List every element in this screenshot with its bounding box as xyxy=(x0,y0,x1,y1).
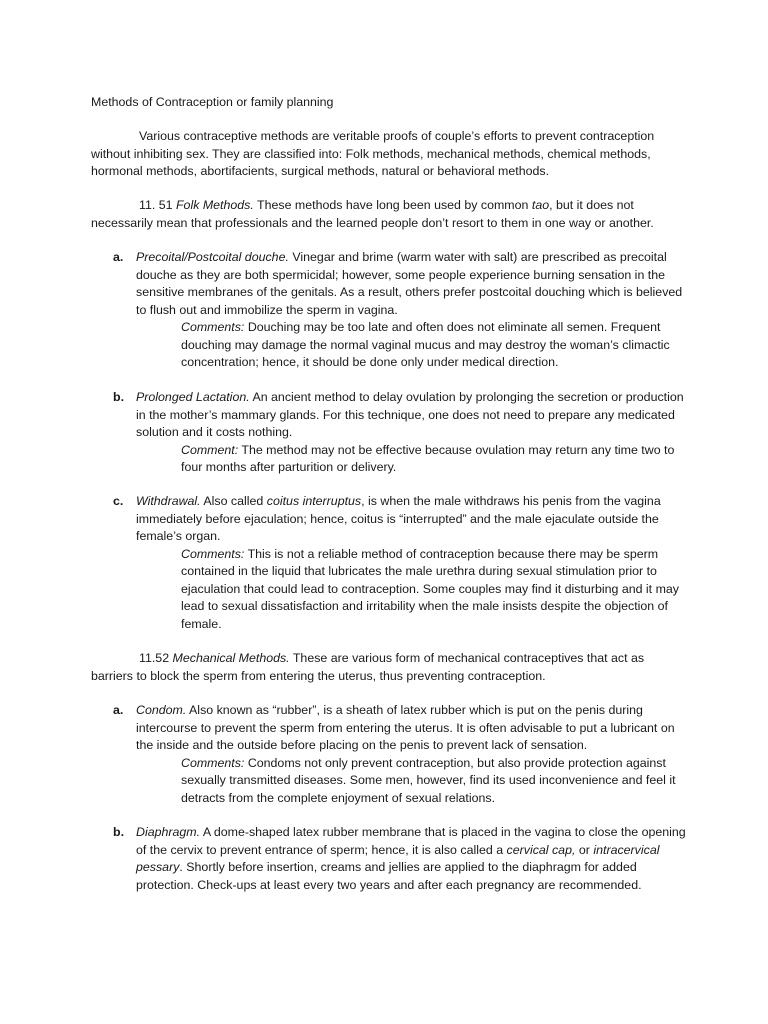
comment: Comments: Douching may be too late and often does not eliminate all semen. Frequent douching may damage the normal vaginal mucus and may destroy the woman’s climactic concentration; hence, it should be done only under medical direction. xyxy=(181,320,670,369)
list-item-label: a. xyxy=(113,250,124,264)
list-item-text: Withdrawal. Also called coitus interruptus, is when the male withdraws his penis from the vagina immediately before ejaculation; hence, coitus is “interrupted” and the male ejaculate outside the female’s organ. xyxy=(136,494,661,543)
list-item-text: Precoital/Postcoital douche. Vinegar and brime (warm water with salt) are prescribed as precoital douche as they are both spermicidal; however, some people experience burning sensation in the sensitive membranes of the genitals. As a result, others prefer postcoital douching which is believed to flush out and immobilize the sperm in vagina. xyxy=(136,250,683,317)
list-item xyxy=(113,702,693,807)
list-item xyxy=(113,389,693,477)
list-item xyxy=(113,824,693,894)
list-item-text: Prolonged Lactation. An ancient method to delay ovulation by prolonging the secretion or production in the mother’s mammary glands. For this technique, one does not need to prepare any medicated solution and it costs nothing. xyxy=(136,390,684,439)
intro-paragraph: Various contraceptive methods are veritable proofs of couple’s efforts to prevent contraception without inhibiting sex. They are classified into: Folk methods, mechanical methods, chemical methods, hormonal methods, abortifacients, surgical methods, natural or behavioral methods. xyxy=(91,129,655,178)
mechanical-methods-paragraph: 11.52 Mechanical Methods. These are various form of mechanical contraceptives that act as barriers to block the sperm from entering the uterus, thus preventing contraception. xyxy=(91,651,645,683)
list-item-label: a. xyxy=(113,703,124,717)
section-number: 11. 51 xyxy=(139,198,173,212)
list-item xyxy=(113,249,693,372)
comment: Comments: Condoms not only prevent contraception, but also provide protection against sexually transmitted diseases. Some men, however, find its used inconvenience and feel it detracts from the complete enjoyment of sexual relations. xyxy=(181,755,676,805)
folk-methods-paragraph: 11. 51 Folk Methods. These methods have long been used by common tao, but it does not necessarily mean that professionals and the learned people don’t resort to them in one way or another. xyxy=(91,198,654,230)
list-item-label: b. xyxy=(113,825,125,839)
document-title: Methods of Contraception or family planning xyxy=(91,95,334,109)
comment: Comment: The method may not be effective because ovulation may return any time two to four months after parturition or delivery. xyxy=(181,442,675,474)
section-heading: Folk Methods. xyxy=(175,198,254,212)
list-item-text: Diaphragm. A dome-shaped latex rubber membrane that is placed in the vagina to close the opening of the cervix to prevent entrance of sperm; hence, it is also called a cervical cap, or intracervical pessary. Shortly before insertion, creams and jellies are applied to the diaphragm for added protection. Check-ups at least every two years and after each pregnancy are recommended. xyxy=(136,825,686,892)
list-item xyxy=(113,493,693,633)
list-item-label: c. xyxy=(113,494,124,508)
list-item-label: b. xyxy=(113,390,125,404)
list-item-text: Condom. Also known as “rubber”, is a sheath of latex rubber which is put on the penis during intercourse to prevent the sperm from entering the uterus. It is often advisable to put a lubricant on the inside and the outside before placing on the penis to prevent lack of sensation. xyxy=(136,703,675,752)
section-number: 11.52 xyxy=(139,651,170,665)
section-heading: Mechanical Methods. xyxy=(172,651,290,665)
comment: Comments: This is not a reliable method of contraception because there may be sperm contained in the liquid that lubricates the male urethra during sexual stimulation prior to ejaculation that could lead to contraception. Some couples may find it disturbing and it may lead to sexual dissatisfaction and irritability when the male insists despite the objection of female. xyxy=(181,546,679,631)
